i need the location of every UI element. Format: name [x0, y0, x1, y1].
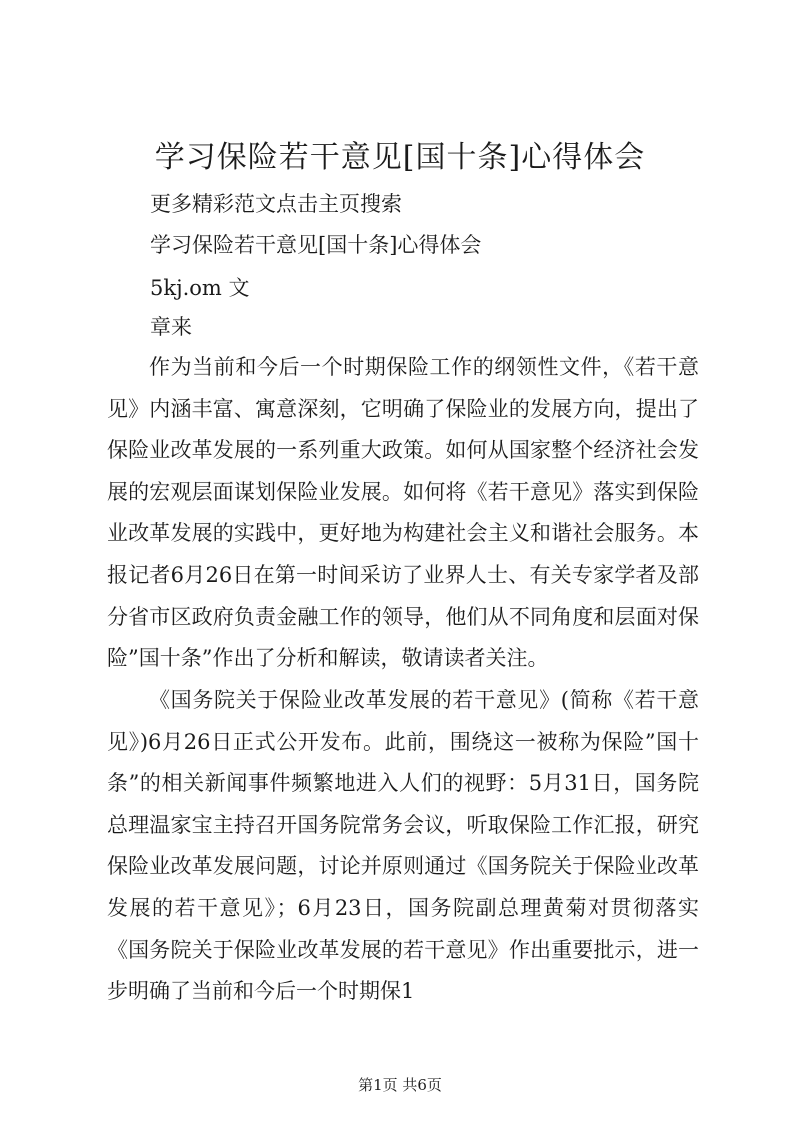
intro-line-search-hint: 更多精彩范文点击主页搜索: [150, 192, 402, 216]
page-footer: 第1页 共6页: [358, 1076, 442, 1094]
intro-line-source-cont: 章来: [150, 315, 192, 339]
intro-line-subtitle: 学习保险若干意见[国十条]心得体会: [150, 233, 482, 257]
body-paragraph-2: 《国务院关于保险业改革发展的若干意见》(简称《若干意见》)6月26日正式公开发布。此前，围绕这一被称为保险”国十条”的相关新闻事件频繁地进入人们的视野：5月31日，国务院总理温家宝主持召开国务院常务会议，听取保险工作汇报，研究保险业改革发展问题，讨论并原则通过《国务院关于保险业改革发展的若干意见》；6月23日，国务院副总理黄菊对贯彻落实《国务院关于保险业改革发展的若干意见》作出重要批示，进一步明确了当前和今后一个时期保1: [107, 688, 699, 1004]
body-paragraph-1: 作为当前和今后一个时期保险工作的纲领性文件，《若干意见》内涵丰富、寓意深刻，它明确了保险业的发展方向，提出了保险业改革发展的一系列重大政策。如何从国家整个经济社会发展的宏观层面谋划保险业发展。如何将《若干意见》落实到保险业改革发展的实践中，更好地为构建社会主义和谐社会服务。本报记者6月26日在第一时间采访了业界人士、有关专家学者及部分省市区政府负责金融工作的领导，他们从不同角度和层面对保险”国十条”作出了分析和解读，敬请读者关注。: [107, 355, 699, 671]
document-title: 学习保险若干意见[国十条]心得体会: [154, 140, 646, 175]
intro-line-source: 5kj.om 文: [150, 276, 250, 300]
